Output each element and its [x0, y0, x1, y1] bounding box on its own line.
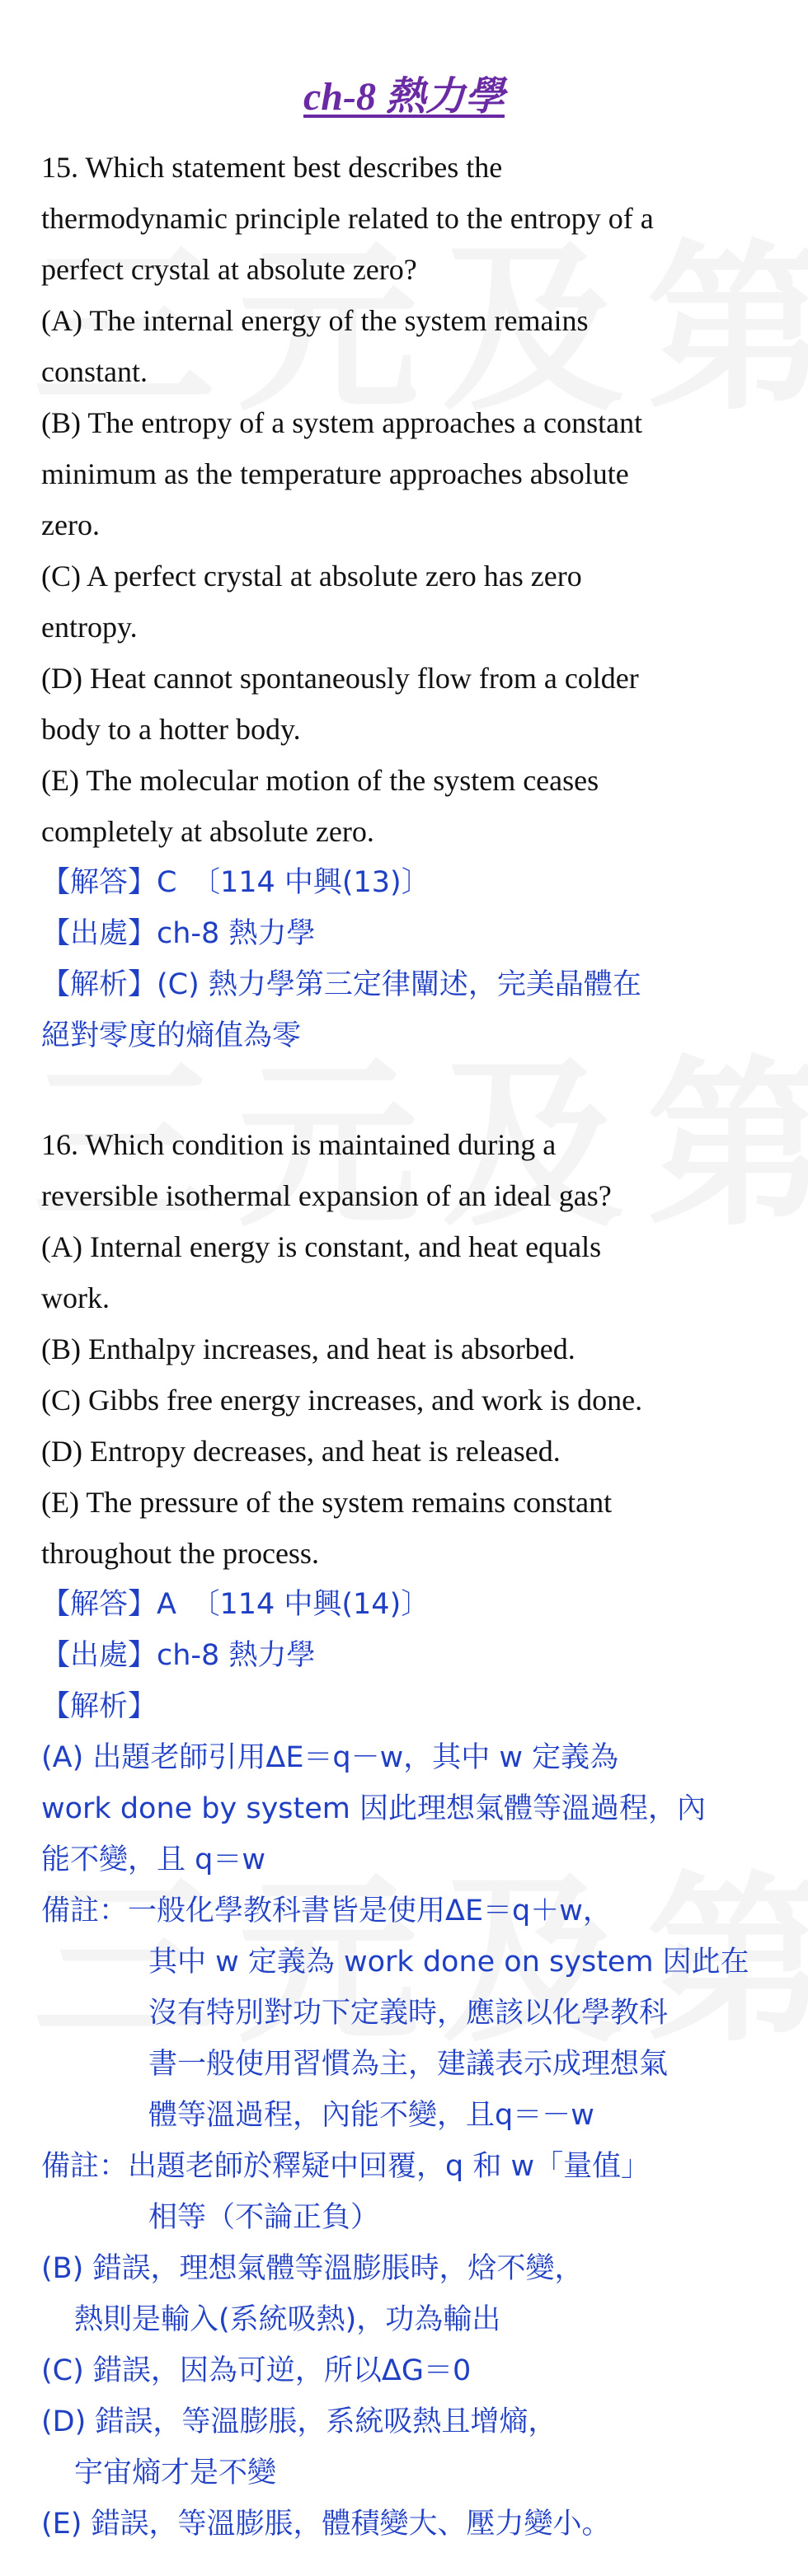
- question-15: [41, 142, 767, 1061]
- analysis-head: 【解析】: [41, 1690, 157, 1723]
- option-a-cont: work.: [41, 1281, 110, 1314]
- analysis-e: (E) 錯誤，等溫膨脹，體積變大、壓力變小。: [41, 2508, 611, 2541]
- option-c-cont: entropy.: [41, 611, 138, 644]
- option-a: (A) Internal energy is constant, and heat equals: [41, 1230, 602, 1263]
- option-e-cont: completely at absolute zero.: [41, 815, 374, 848]
- analysis-line: 【解析】(C) 熱力學第三定律闡述，完美晶體在: [41, 968, 641, 1001]
- option-e: (E) The molecular motion of the system ceases: [41, 764, 599, 797]
- analysis-a-cont: 能不變，且 q＝w: [41, 1843, 265, 1876]
- answer-line: 【解答】A 〔114 中興(14)〕: [41, 1588, 430, 1621]
- option-d: (D) Entropy decreases, and heat is released.: [41, 1435, 561, 1468]
- note-1-cont: 體等溫過程，內能不變，且q＝－w: [148, 2099, 594, 2132]
- option-d-cont: body to a hotter body.: [41, 713, 301, 746]
- page-title: ch-8 熱力學: [303, 75, 505, 119]
- note-1-cont: 沒有特別對功下定義時，應該以化學教科: [148, 1997, 669, 2030]
- note-2-cont: 相等（不論正負）: [148, 2201, 380, 2234]
- analysis-a-cont: work done by system 因此理想氣體等溫過程，內: [41, 1792, 707, 1825]
- analysis-line: 絕對零度的熵值為零: [41, 1019, 302, 1052]
- option-e-cont: throughout the process.: [41, 1537, 319, 1570]
- analysis-a: (A) 出題老師引用ΔE＝q－w，其中 w 定義為: [41, 1741, 619, 1774]
- option-b-cont: minimum as the temperature approaches absolute: [41, 457, 629, 490]
- analysis-c: (C) 錯誤，因為可逆，所以ΔG＝0: [41, 2354, 472, 2387]
- option-a-cont: constant.: [41, 355, 148, 388]
- option-b-cont: zero.: [41, 508, 100, 541]
- question-line: reversible isothermal expansion of an ideal gas?: [41, 1179, 612, 1212]
- option-e: (E) The pressure of the system remains constant: [41, 1486, 613, 1519]
- question-line: perfect crystal at absolute zero?: [41, 253, 417, 286]
- analysis-b: (B) 錯誤，理想氣體等溫膨脹時，焓不變，: [41, 2252, 584, 2285]
- source-line: 【出處】ch-8 熱力學: [41, 917, 316, 950]
- option-c: (C) A perfect crystal at absolute zero has zero: [41, 560, 582, 592]
- analysis-d-cont: 宇宙熵才是不變: [74, 2457, 277, 2489]
- question-line: 16. Which condition is maintained during a: [41, 1128, 557, 1161]
- option-c: (C) Gibbs free energy increases, and work is done.: [41, 1384, 643, 1417]
- question-16: [41, 1119, 767, 2550]
- note-1: 備註：一般化學教科書皆是使用ΔE＝q＋w，: [41, 1895, 612, 1927]
- note-1-cont: 書一般使用習慣為主，建議表示成理想氣: [148, 2048, 669, 2081]
- option-b: (B) The entropy of a system approaches a constant: [41, 406, 643, 439]
- analysis-b-cont: 熱則是輸入(系統吸熱)，功為輸出: [74, 2303, 501, 2336]
- source-line: 【出處】ch-8 熱力學: [41, 1639, 316, 1672]
- note-2: 備註：出題老師於釋疑中回覆，q 和 w「量值」: [41, 2150, 651, 2183]
- answer-line: 【解答】C 〔114 中興(13)〕: [41, 866, 430, 899]
- option-b: (B) Enthalpy increases, and heat is absorbed.: [41, 1332, 575, 1365]
- question-line: 15. Which statement best describes the: [41, 151, 503, 184]
- note-1-cont: 其中 w 定義為 work done on system 因此在: [148, 1946, 749, 1979]
- question-line: thermodynamic principle related to the entropy of a: [41, 202, 654, 235]
- option-a: (A) The internal energy of the system remains: [41, 304, 589, 337]
- analysis-d: (D) 錯誤，等溫膨脹，系統吸熱且增熵，: [41, 2405, 557, 2438]
- option-d: (D) Heat cannot spontaneously flow from a colder: [41, 662, 639, 695]
